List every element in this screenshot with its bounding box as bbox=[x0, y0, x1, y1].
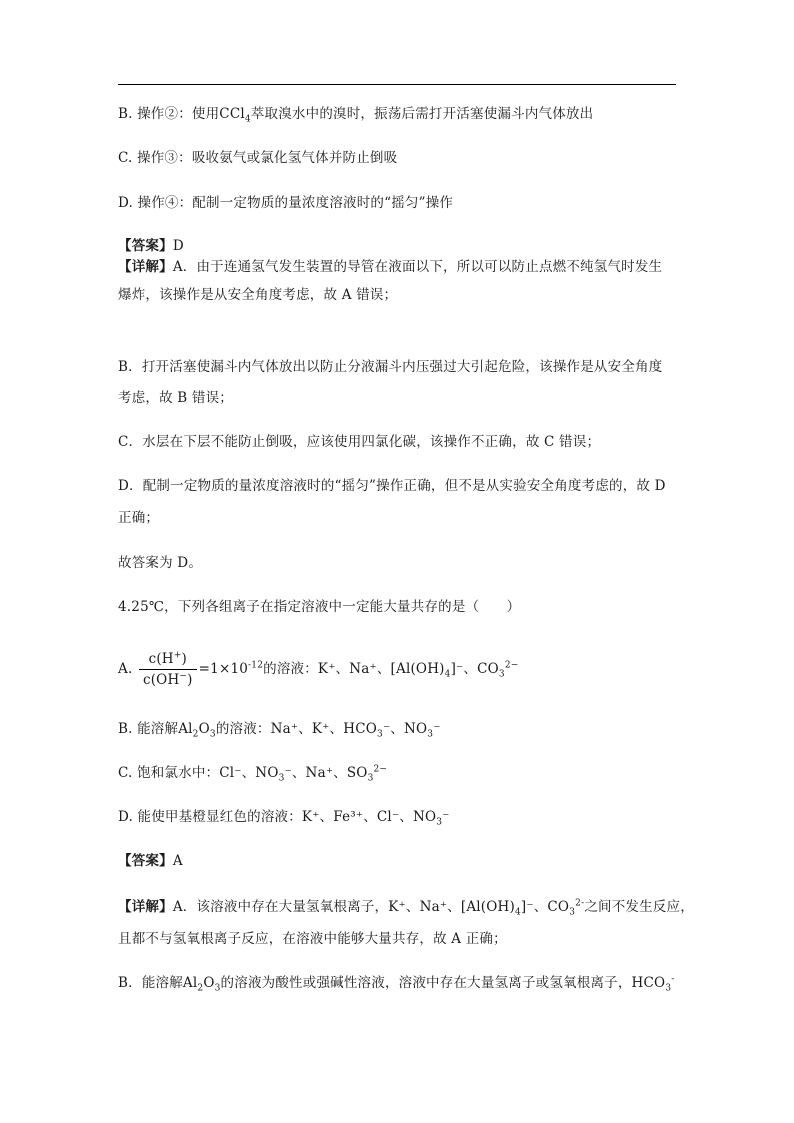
subscript: 2 bbox=[192, 729, 199, 740]
subscript: 3 bbox=[569, 907, 576, 918]
option-b-line bbox=[118, 104, 593, 124]
answer-value: D bbox=[172, 238, 184, 254]
answer-value: A bbox=[172, 853, 183, 869]
option-b-line bbox=[118, 719, 441, 739]
text: 的溶液：K⁺、Na⁺、[Al(OH) bbox=[263, 661, 445, 677]
header-rule bbox=[118, 84, 676, 85]
text: c(OH bbox=[142, 672, 180, 688]
subscript: 3 bbox=[377, 729, 383, 740]
subscript: 4 bbox=[514, 907, 521, 918]
answer-label: 【答案】 bbox=[118, 238, 173, 254]
conclusion-line: 故答案为 D。 bbox=[118, 555, 203, 571]
text: B．能溶解Al bbox=[118, 975, 198, 991]
text: 的溶液为酸性或强碱性溶液，溶液中存在大量氢离子或氢氧根离子，HCO bbox=[220, 975, 666, 991]
text: ⁻ bbox=[433, 721, 441, 737]
text: O bbox=[198, 721, 210, 737]
subscript: 2 bbox=[197, 983, 204, 994]
explanation-label: 【详解】 bbox=[118, 899, 173, 915]
answer-label: 【答案】 bbox=[118, 853, 173, 869]
answer-line bbox=[118, 851, 183, 871]
text: B. 操作②：使用CCl bbox=[118, 106, 245, 122]
explanation-line: 且都不与氢氧根离子反应，在溶液中能够大量共存，故 A 正确； bbox=[118, 931, 507, 947]
concentration-fraction bbox=[139, 650, 197, 689]
explanation-line: 考虑，故 B 错误； bbox=[118, 390, 234, 406]
text: ) bbox=[187, 672, 193, 688]
text: ⁻ bbox=[442, 809, 450, 825]
subscript: 3 bbox=[665, 983, 672, 994]
text: ]⁻、CO bbox=[520, 899, 570, 915]
explanation-line: C．水层在下层不能防止倒吸，应该使用四氯化碳，该操作不正确，故 C 错误； bbox=[118, 434, 601, 450]
explanation-line bbox=[118, 897, 694, 917]
text: ⁻、NO bbox=[382, 721, 428, 737]
superscript: 2- bbox=[575, 898, 585, 909]
option-a-line bbox=[118, 645, 518, 693]
text: D. 能使甲基橙显红色的溶液：K⁺、Fe³⁺、Cl⁻、NO bbox=[118, 809, 437, 825]
text: A．由于连通氢气发生装置的导管在液面以下，所以可以防止点燃不纯氢气时发生 bbox=[172, 259, 663, 275]
text: ⁻、Na⁺、SO bbox=[284, 765, 368, 781]
superscript: 2− bbox=[504, 660, 519, 671]
explanation-line: B．打开活塞使漏斗内气体放出以防止分液漏斗内压强过大引起危险，该操作是从安全角度 bbox=[118, 359, 663, 375]
explanation-line bbox=[118, 257, 662, 277]
fraction-numerator bbox=[139, 650, 197, 670]
fraction-denominator bbox=[139, 670, 197, 689]
text: =1×10 bbox=[198, 661, 249, 677]
subscript: 4 bbox=[244, 114, 251, 125]
text: 之间不发生反应， bbox=[584, 899, 694, 915]
text: C. 饱和氯水中：Cl⁻、NO bbox=[118, 765, 279, 781]
superscript: 2− bbox=[373, 764, 388, 775]
explanation-line: D．配制一定物质的量浓度溶液时的“摇匀”操作正确，但不是从实验安全角度考虑的，故 D bbox=[118, 478, 666, 494]
superscript: + bbox=[173, 650, 182, 661]
option-c-line: C. 操作③：吸收氨气或氯化氢气体并防止倒吸 bbox=[118, 150, 398, 166]
option-c-line bbox=[118, 763, 387, 783]
subscript: 3 bbox=[427, 729, 434, 740]
answer-line bbox=[118, 236, 184, 256]
superscript: − bbox=[179, 671, 188, 682]
subscript: 4 bbox=[444, 669, 451, 680]
text: O bbox=[203, 975, 215, 991]
text: 的溶液：Na⁺、K⁺、HCO bbox=[215, 721, 377, 737]
subscript: 3 bbox=[214, 983, 221, 994]
text: ]⁻、CO bbox=[450, 661, 499, 677]
text: A．该溶液中存在大量氢氧根离子，K⁺、Na⁺、[Al(OH) bbox=[172, 899, 515, 915]
text: 萃取溴水中的溴时，振荡后需打开活塞使漏斗内气体放出 bbox=[250, 106, 594, 122]
text: A. bbox=[118, 661, 133, 677]
text: B. 能溶解Al bbox=[118, 721, 193, 737]
superscript: - bbox=[671, 974, 675, 985]
subscript: 3 bbox=[209, 729, 216, 740]
subscript: 3 bbox=[436, 817, 443, 828]
subscript: 3 bbox=[278, 773, 285, 784]
explanation-line: 正确； bbox=[118, 510, 160, 526]
question-line: 4.25℃，下列各组离子在指定溶液中一定能大量共存的是（ ） bbox=[118, 599, 521, 615]
option-d-line: D. 操作④：配制一定物质的量浓度溶液时的“摇匀”操作 bbox=[118, 195, 454, 211]
explanation-label: 【详解】 bbox=[118, 259, 173, 275]
text: c(H bbox=[148, 651, 174, 667]
text: ) bbox=[181, 651, 187, 667]
subscript: 3 bbox=[367, 773, 374, 784]
explanation-line: 爆炸，该操作是从安全角度考虑，故 A 错误； bbox=[118, 287, 398, 303]
subscript: 3 bbox=[498, 669, 505, 680]
option-d-line bbox=[118, 807, 450, 827]
explanation-line bbox=[118, 973, 675, 993]
superscript: -12 bbox=[248, 660, 264, 671]
